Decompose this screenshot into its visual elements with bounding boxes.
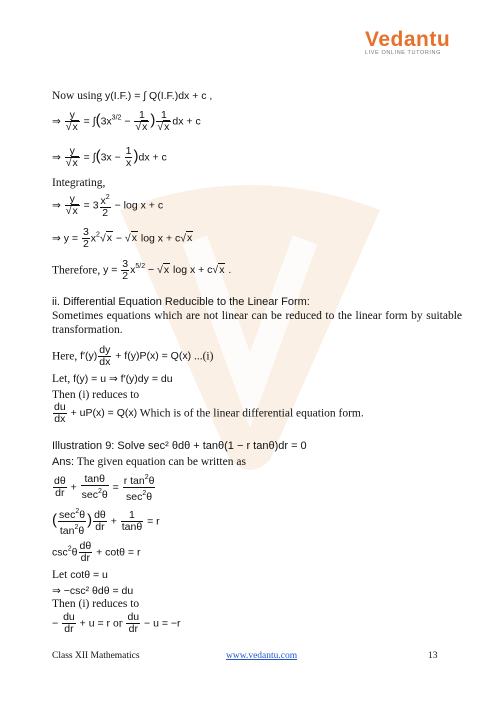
let-text-2: Let <box>52 569 68 581</box>
answer-eq-2: ( $\frac{\sec^2\theta}{\tan^2\theta}$ ) $\frac{d\theta}{dr}$ + $\frac{1}{\tan\theta}$ = r <box>52 508 160 537</box>
brand-logo <box>365 28 450 56</box>
logo-text: Vedantu <box>365 28 451 51</box>
now-using-expr: y(I.F.) = ∫ Q(I.F.)dx + c , <box>105 90 213 102</box>
linear-form-text: Which is of the linear differential equation form. <box>139 407 364 420</box>
section-heading: ii. Differential Equation Reducible to the Linear Form: <box>52 296 310 308</box>
csc-line: ⇒ −csc² θdθ = du <box>52 585 134 597</box>
final-equation: − $\frac{du}{dr}$ + u = r or $\frac{du}{dr}$ − u = −r <box>52 611 181 635</box>
or-word: or <box>112 617 123 630</box>
therefore-line: Therefore, y = $\frac{3}{2}$ $x^{5/2} - √x$ log x + c√x . <box>52 258 232 282</box>
then-reduces-1: Then (i) reduces to <box>52 389 140 401</box>
let-expr-1: f(y) = u ⇒ f′(y)dy = du <box>73 373 173 385</box>
answer-text: The given equation can be written as <box>76 456 246 468</box>
equation-ref: ...(i) <box>193 350 214 363</box>
equation-step-3: ⇒ $\frac{y}{√x}$ = 3 $\frac{x^2}{2}$ − log x + c <box>52 193 164 219</box>
equation-step-4: ⇒ y = $\frac{3}{2}$ $x^2√x - √x$ log x + c√x <box>52 226 193 250</box>
illustration-heading <box>52 440 307 452</box>
let-text-1: Let, <box>52 373 71 385</box>
integrating-label: Integrating, <box>52 177 106 189</box>
answer-label: Ans: <box>52 456 75 468</box>
now-using-line <box>52 90 212 102</box>
let-line-2 <box>52 569 108 581</box>
page-number: 13 <box>428 651 438 661</box>
here-line: Here, f′(y) $\frac{dy}{dx}$ + f(y)P(x) = Q(x) ...(i) <box>52 344 214 368</box>
here-text: Here, <box>52 350 78 363</box>
equation-step-2: ⇒ $\frac{y}{√x}$ = ∫(3x − $\frac{1}{x}$ )dx + c <box>52 145 167 169</box>
let-line-1 <box>52 373 173 385</box>
answer-eq-1: $\frac{d\theta}{dr}$ + $\frac{\tan\theta}{\sec^2\theta}$ = $\frac{r \tan^2\theta}{\sec^2\theta}$ <box>54 473 155 503</box>
logo-tagline: LIVE ONLINE TUTORING <box>365 50 441 56</box>
intro-paragraph: Sometimes equations which are not linear can be reduced to the linear form by suitable transformation. <box>52 310 462 336</box>
footer-link[interactable]: www.vedantu.com <box>226 651 298 661</box>
illustration-label: Illustration 9: Solve <box>52 440 145 452</box>
equation-step-1: ⇒ $\frac{y}{√x}$ = $\int(3x^{3/2}$ − $\frac{1}{√x}$ ) $\frac{1}{√x}$ dx + c <box>52 109 201 133</box>
linear-form-line: $\frac{du}{dx}$ + uP(x) = Q(x) Which is of the linear differential equation form. <box>54 401 364 425</box>
therefore-text: Therefore, <box>52 264 101 277</box>
answer-eq-3: $\csc^2\theta$ $\frac{d\theta}{dr}$ + cotθ = r <box>52 540 141 564</box>
illustration-expr: sec² θdθ + tanθ(1 − r tanθ)dr = 0 <box>148 440 307 452</box>
answer-line <box>52 456 246 468</box>
footer-class: Class XII Mathematics <box>52 651 140 661</box>
let-expr-2: cotθ = u <box>70 569 108 581</box>
then-reduces-2: Then (i) reduces to <box>52 598 140 610</box>
now-using-text: Now using <box>52 90 103 102</box>
